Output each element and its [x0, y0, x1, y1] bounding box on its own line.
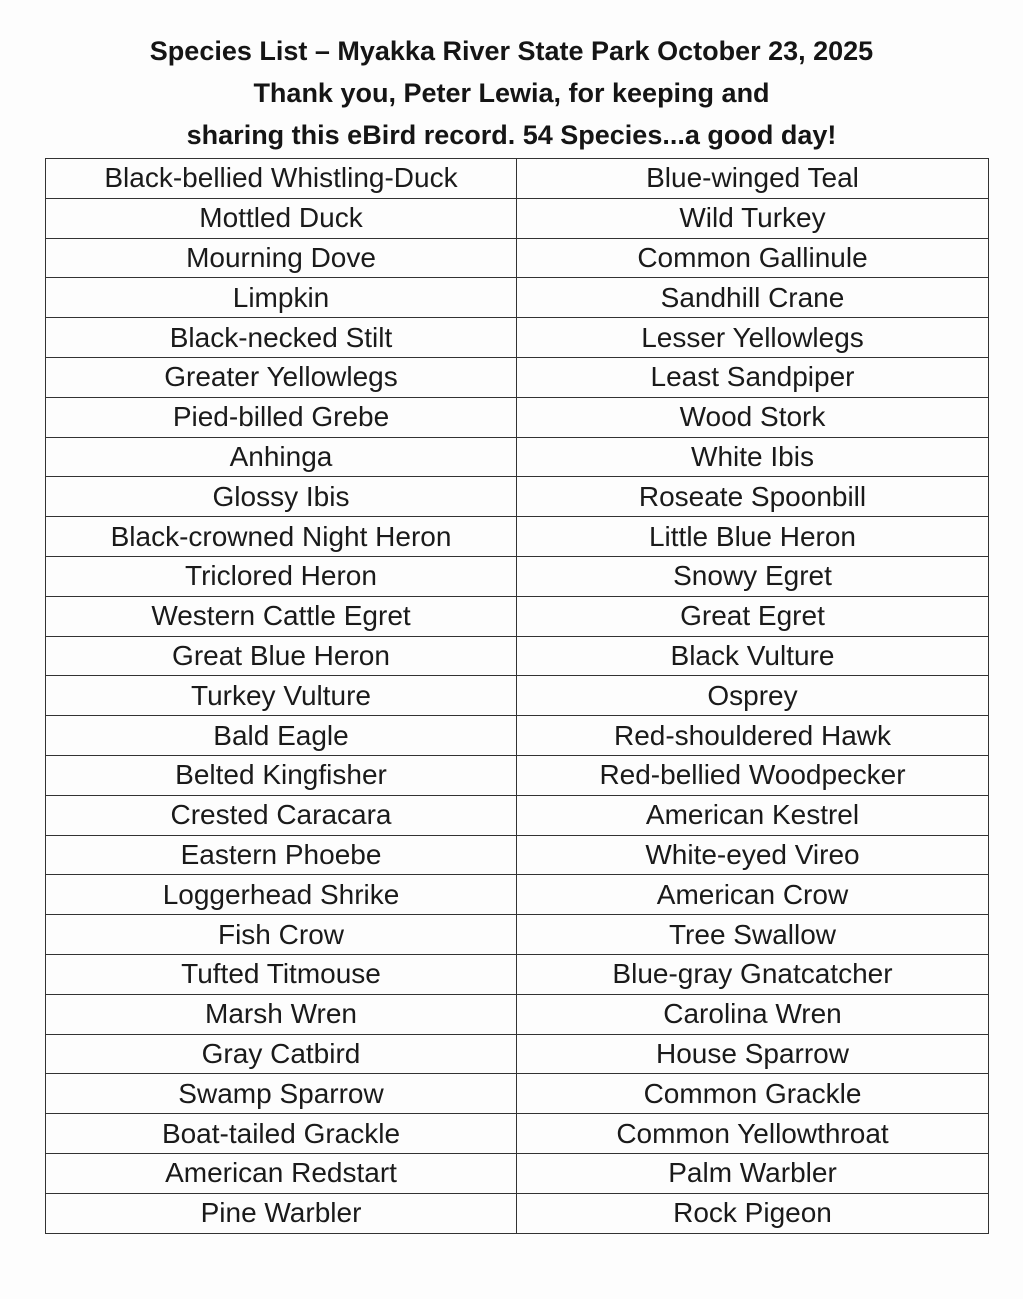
species-cell-left: Black-crowned Night Heron	[46, 517, 517, 557]
thank-you-line: Thank you, Peter Lewia, for keeping and	[253, 78, 770, 108]
species-cell-right: Great Egret	[517, 596, 989, 636]
species-cell-right: House Sparrow	[517, 1034, 989, 1074]
species-cell-right: Common Gallinule	[517, 238, 989, 278]
table-row	[46, 1074, 989, 1114]
document-title: Species List – Myakka River State Park October 23, 2025	[149, 36, 874, 66]
table-row	[46, 835, 989, 875]
table-row	[46, 198, 989, 238]
table-row	[46, 875, 989, 915]
species-cell-right: Common Grackle	[517, 1074, 989, 1114]
species-cell-left: Boat-tailed Grackle	[46, 1114, 517, 1154]
species-cell-right: Palm Warbler	[517, 1153, 989, 1193]
species-cell-left: Great Blue Heron	[46, 636, 517, 676]
species-cell-right: Wild Turkey	[517, 198, 989, 238]
table-row	[46, 278, 989, 318]
table-row	[46, 556, 989, 596]
species-cell-right: Red-bellied Woodpecker	[517, 755, 989, 795]
species-cell-left: Black-bellied Whistling-Duck	[46, 159, 517, 199]
species-cell-right: Least Sandpiper	[517, 357, 989, 397]
species-cell-left: Turkey Vulture	[46, 676, 517, 716]
table-row	[46, 1034, 989, 1074]
document-header	[0, 30, 1023, 156]
species-cell-right: Tree Swallow	[517, 915, 989, 955]
table-row	[46, 1153, 989, 1193]
species-cell-left: Crested Caracara	[46, 795, 517, 835]
species-cell-left: Western Cattle Egret	[46, 596, 517, 636]
table-row	[46, 1193, 989, 1233]
species-cell-left: Pine Warbler	[46, 1193, 517, 1233]
species-table	[45, 158, 989, 1234]
species-cell-right: Black Vulture	[517, 636, 989, 676]
table-row	[46, 795, 989, 835]
species-cell-right: Lesser Yellowlegs	[517, 318, 989, 358]
table-row	[46, 915, 989, 955]
species-cell-right: Sandhill Crane	[517, 278, 989, 318]
species-cell-left: Black-necked Stilt	[46, 318, 517, 358]
table-row	[46, 517, 989, 557]
species-cell-left: Greater Yellowlegs	[46, 357, 517, 397]
species-cell-right: White-eyed Vireo	[517, 835, 989, 875]
species-cell-left: Mottled Duck	[46, 198, 517, 238]
species-cell-right: Red-shouldered Hawk	[517, 716, 989, 756]
species-cell-right: Common Yellowthroat	[517, 1114, 989, 1154]
table-row	[46, 1114, 989, 1154]
species-cell-right: Rock Pigeon	[517, 1193, 989, 1233]
species-cell-right: Blue-winged Teal	[517, 159, 989, 199]
species-cell-left: Gray Catbird	[46, 1034, 517, 1074]
species-cell-left: Eastern Phoebe	[46, 835, 517, 875]
table-row	[46, 238, 989, 278]
table-row	[46, 954, 989, 994]
species-cell-right: Roseate Spoonbill	[517, 477, 989, 517]
species-cell-right: Snowy Egret	[517, 556, 989, 596]
species-cell-right: Osprey	[517, 676, 989, 716]
species-cell-right: American Kestrel	[517, 795, 989, 835]
species-cell-right: Little Blue Heron	[517, 517, 989, 557]
species-cell-right: Blue-gray Gnatcatcher	[517, 954, 989, 994]
species-cell-left: Anhinga	[46, 437, 517, 477]
table-row	[46, 676, 989, 716]
species-cell-left: Marsh Wren	[46, 994, 517, 1034]
species-cell-left: Glossy Ibis	[46, 477, 517, 517]
species-table-body	[46, 159, 989, 1234]
species-cell-left: Loggerhead Shrike	[46, 875, 517, 915]
species-cell-right: American Crow	[517, 875, 989, 915]
species-cell-right: Wood Stork	[517, 397, 989, 437]
species-cell-right: White Ibis	[517, 437, 989, 477]
species-cell-left: Fish Crow	[46, 915, 517, 955]
summary-line: sharing this eBird record. 54 Species...a good day!	[186, 120, 837, 150]
table-row	[46, 437, 989, 477]
table-row	[46, 159, 989, 199]
table-row	[46, 716, 989, 756]
table-row	[46, 596, 989, 636]
species-cell-left: Swamp Sparrow	[46, 1074, 517, 1114]
table-row	[46, 994, 989, 1034]
species-cell-left: Mourning Dove	[46, 238, 517, 278]
table-row	[46, 397, 989, 437]
species-cell-left: Triclored Heron	[46, 556, 517, 596]
species-cell-left: Belted Kingfisher	[46, 755, 517, 795]
table-row	[46, 477, 989, 517]
species-cell-left: Limpkin	[46, 278, 517, 318]
species-cell-left: Tufted Titmouse	[46, 954, 517, 994]
species-cell-left: American Redstart	[46, 1153, 517, 1193]
species-cell-left: Bald Eagle	[46, 716, 517, 756]
species-cell-right: Carolina Wren	[517, 994, 989, 1034]
table-row	[46, 636, 989, 676]
table-row	[46, 318, 989, 358]
species-cell-left: Pied-billed Grebe	[46, 397, 517, 437]
table-row	[46, 357, 989, 397]
table-row	[46, 755, 989, 795]
